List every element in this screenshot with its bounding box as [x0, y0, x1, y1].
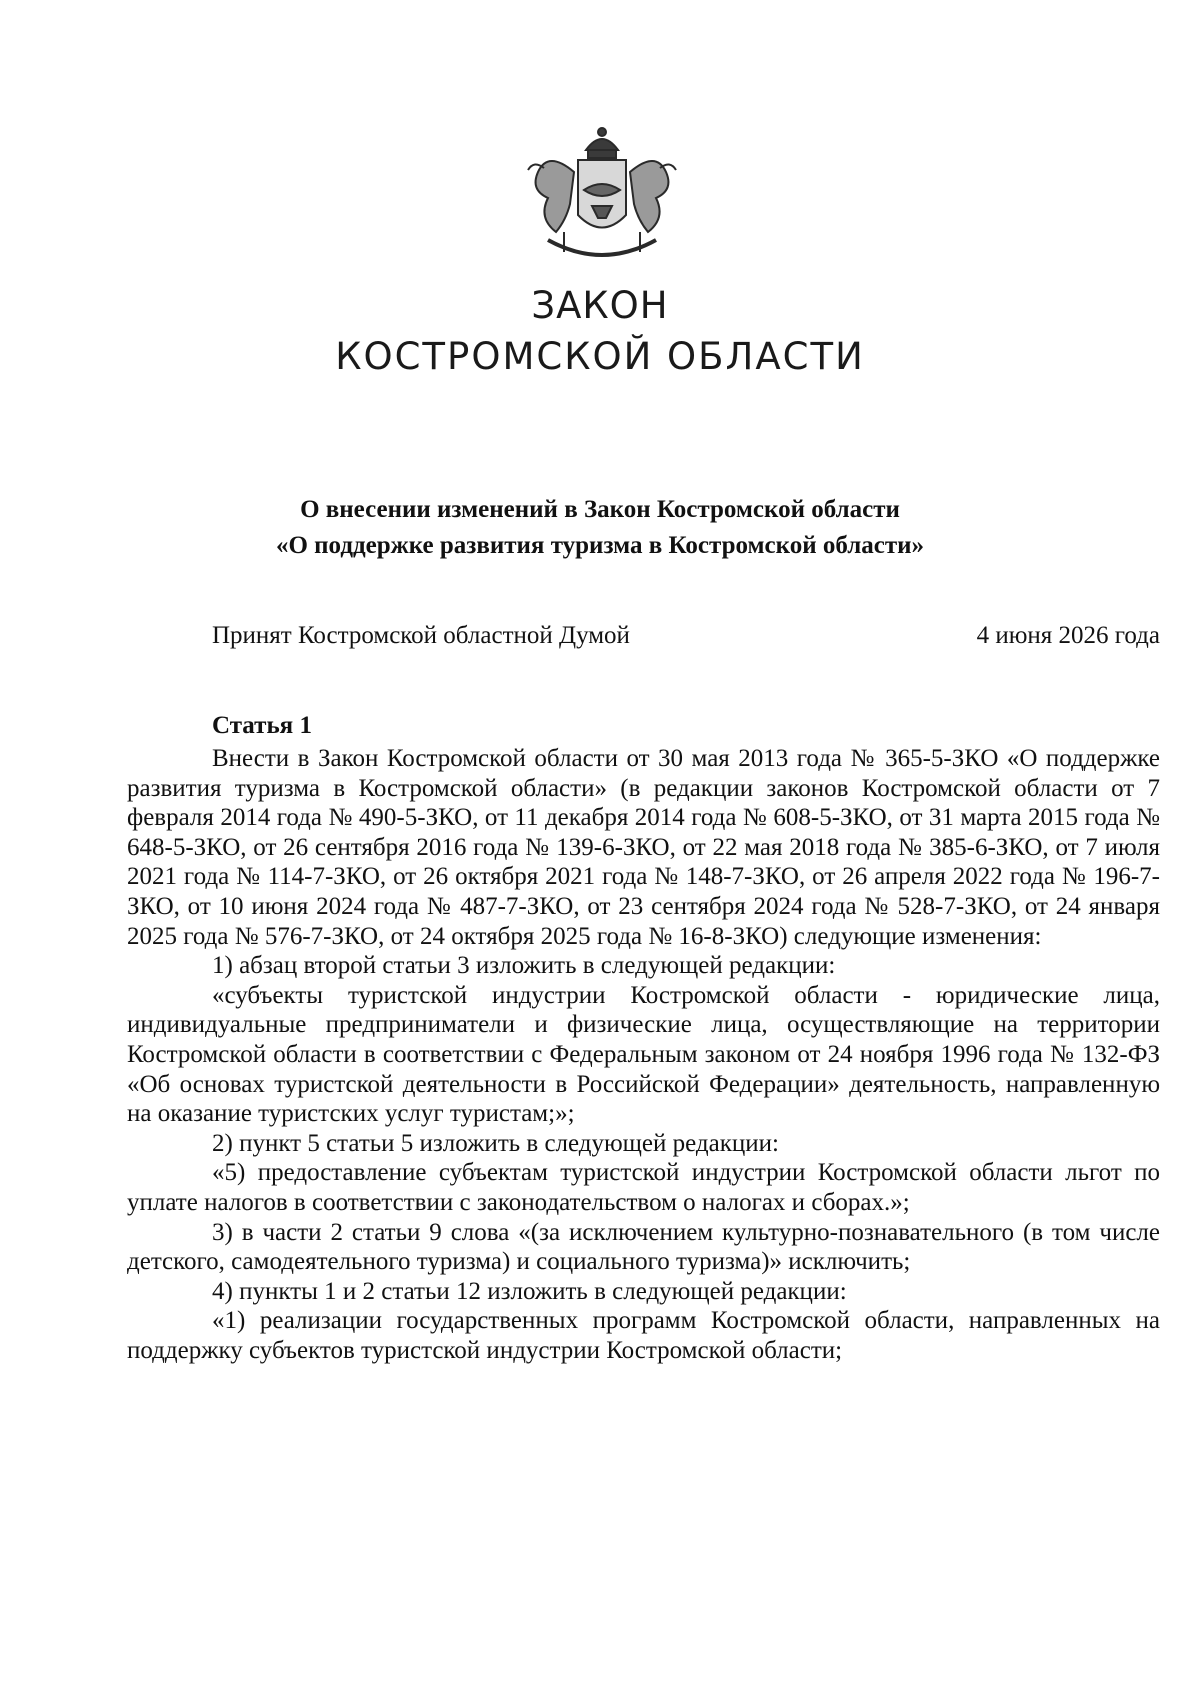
region-header-title: КОСТРОМСКОЙ ОБЛАСТИ [335, 335, 865, 378]
article-body [127, 744, 1160, 1365]
adoption-date: 4 июня 2026 года [976, 622, 1160, 649]
coat-of-arms-emblem [508, 120, 696, 270]
law-name-line-2: «О поддержке развития туризма в Костромской области» [275, 532, 925, 559]
article-paragraph: 4) пункты 1 и 2 статьи 12 изложить в следующей редакции: [212, 1277, 847, 1305]
article-paragraph: Внести в Закон Костромской области от 30 мая 2013 года № 365-5-ЗКО «О поддержке развития туризма в Костромской области» (в редакции законов Костромской области от 7 февраля 2014 года № 490-5-ЗКО, от 11 декабря 2014 года № 608-5-ЗКО, от 31 марта 2015 года № 648-5-ЗКО, от 26 сентября 2016 года № 139-6-ЗКО, от 22 мая 2018 года № 385-6-ЗКО, от 7 июля 2021 года № 114-7-ЗКО, от 26 октября 2021 года № 148-7-ЗКО, от 26 апреля 2022 года № 196-7-ЗКО, от 10 июня 2024 года № 487-7-ЗКО, от 23 сентября 2024 года № 528-7-ЗКО, от 24 января 2025 года № 576-7-ЗКО, от 24 октября 2025 года № 16-8-ЗКО) следующие изменения: [127, 745, 1160, 950]
article-title: Статья 1 [212, 712, 312, 739]
article-paragraph: «1) реализации государственных программ Костромской области, направленных на поддержку субъектов туристской индустрии Костромской области; [127, 1307, 1160, 1364]
article-paragraph: 1) абзац второй статьи 3 изложить в следующей редакции: [212, 952, 836, 980]
law-name-line-1: О внесении изменений в Закон Костромской области [300, 496, 900, 523]
article-paragraph: 2) пункт 5 статьи 5 изложить в следующей редакции: [212, 1129, 779, 1157]
article-paragraph: «субъекты туристской индустрии Костромской области - юридические лица, индивидуальные предприниматели и физические лица, осуществляющие на территории Костромской области в соответствии с Федеральным законом от 24 ноября 1996 года № 132-ФЗ «Об основах туристской деятельности в Российской Федерации» деятельность, направленную на оказание туристских услуг туристам;»; [127, 981, 1160, 1128]
adopted-by: Принят Костромской областной Думой [212, 622, 630, 649]
adoption-line [212, 622, 1160, 650]
article-paragraph: «5) предоставление субъектам туристской индустрии Костромской области льгот по уплате налогов в соответствии с законодательством о налогах и сборах.»; [127, 1159, 1160, 1216]
article-paragraph: 3) в части 2 статьи 9 слова «(за исключением культурно-познавательного (в том числе детского, самодеятельного туризма) и социального туризма)» исключить; [127, 1218, 1160, 1276]
law-header-title: ЗАКОН [531, 284, 669, 327]
law-name [0, 492, 1200, 564]
